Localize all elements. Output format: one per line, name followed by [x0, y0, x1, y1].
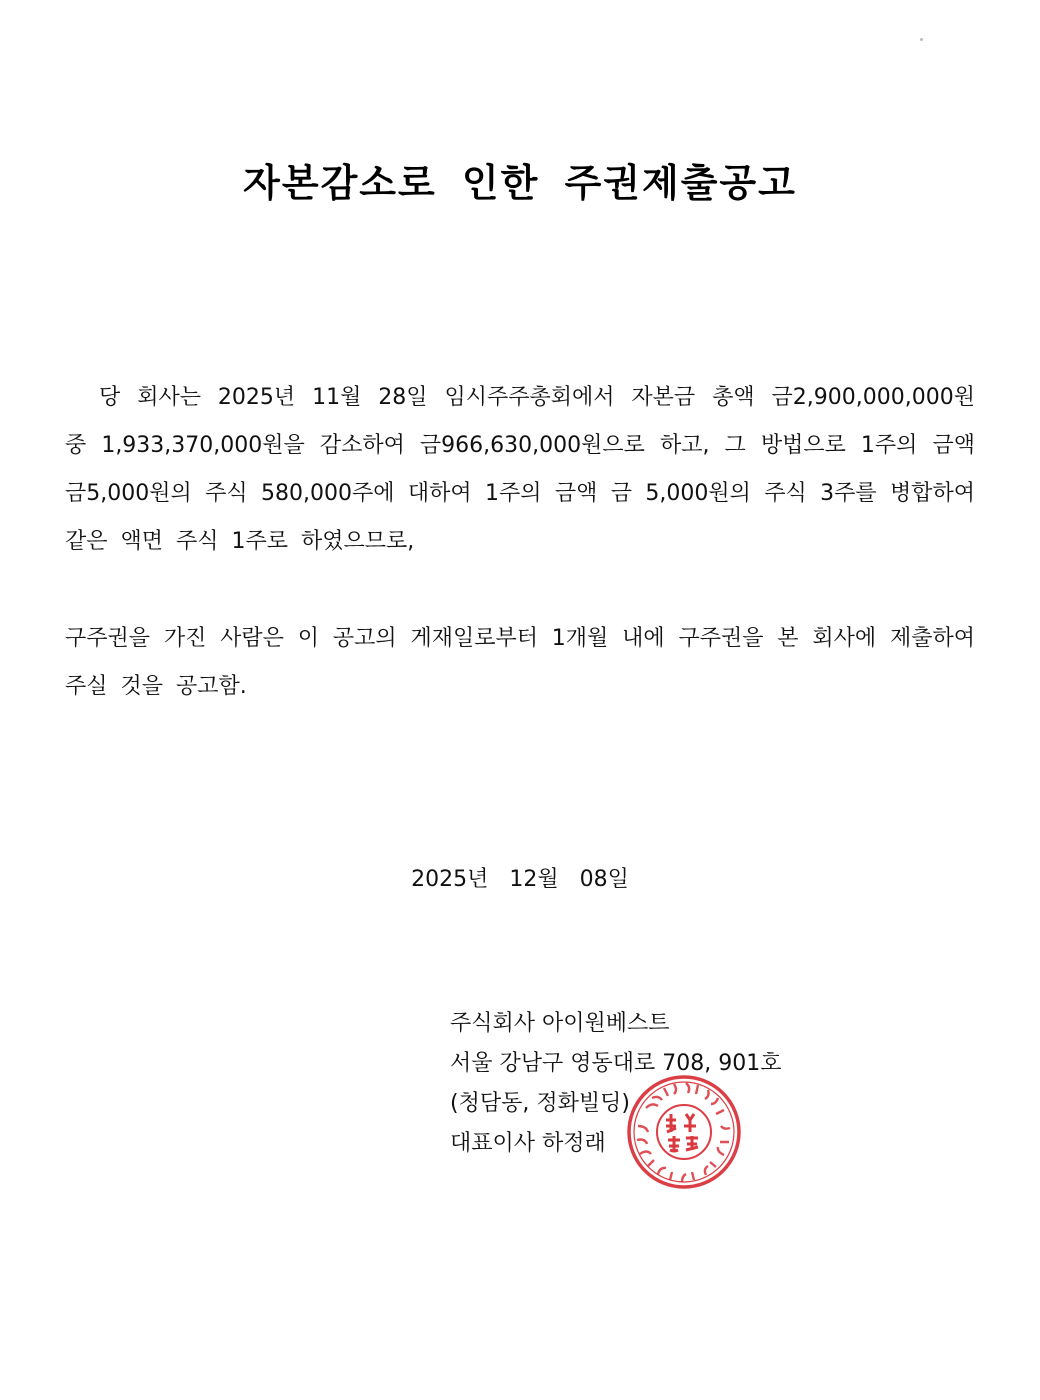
scan-speck — [920, 38, 923, 41]
notice-paragraph-2: 구주권을 가진 사람은 이 공고의 게재일로부터 1개월 내에 구주권을 본 회사에 제출하여 주실 것을 공고함. — [65, 626, 975, 699]
document-title: 자본감소로 인한 주권제출공고 — [243, 161, 797, 205]
notice-paragraph-1: 당 회사는 2025년 11월 28일 임시주주총회에서 자본금 총액 금2,900,000,000원 중 1,933,370,000원을 감소하여 금966,630,000원으로 하고, 그 방법으로 1주의 금액 금5,000원의 주식 580,000주에 대하여 1주의 금액 금 5,000원의 주식 3주를 병합하여 같은 액면 주식 1주로 하였으므로, — [65, 385, 975, 554]
company-address: 서울 강남구 영동대로 708, 901호 — [450, 1051, 782, 1076]
notice-date: 2025년 12월 08일 — [411, 867, 629, 892]
representative-name: 대표이사 하정래 — [450, 1131, 606, 1156]
company-name: 주식회사 아이원베스트 — [450, 1011, 670, 1036]
company-seal-icon — [626, 1074, 742, 1190]
company-address-building: (청담동, 정화빌딩) — [450, 1091, 630, 1116]
